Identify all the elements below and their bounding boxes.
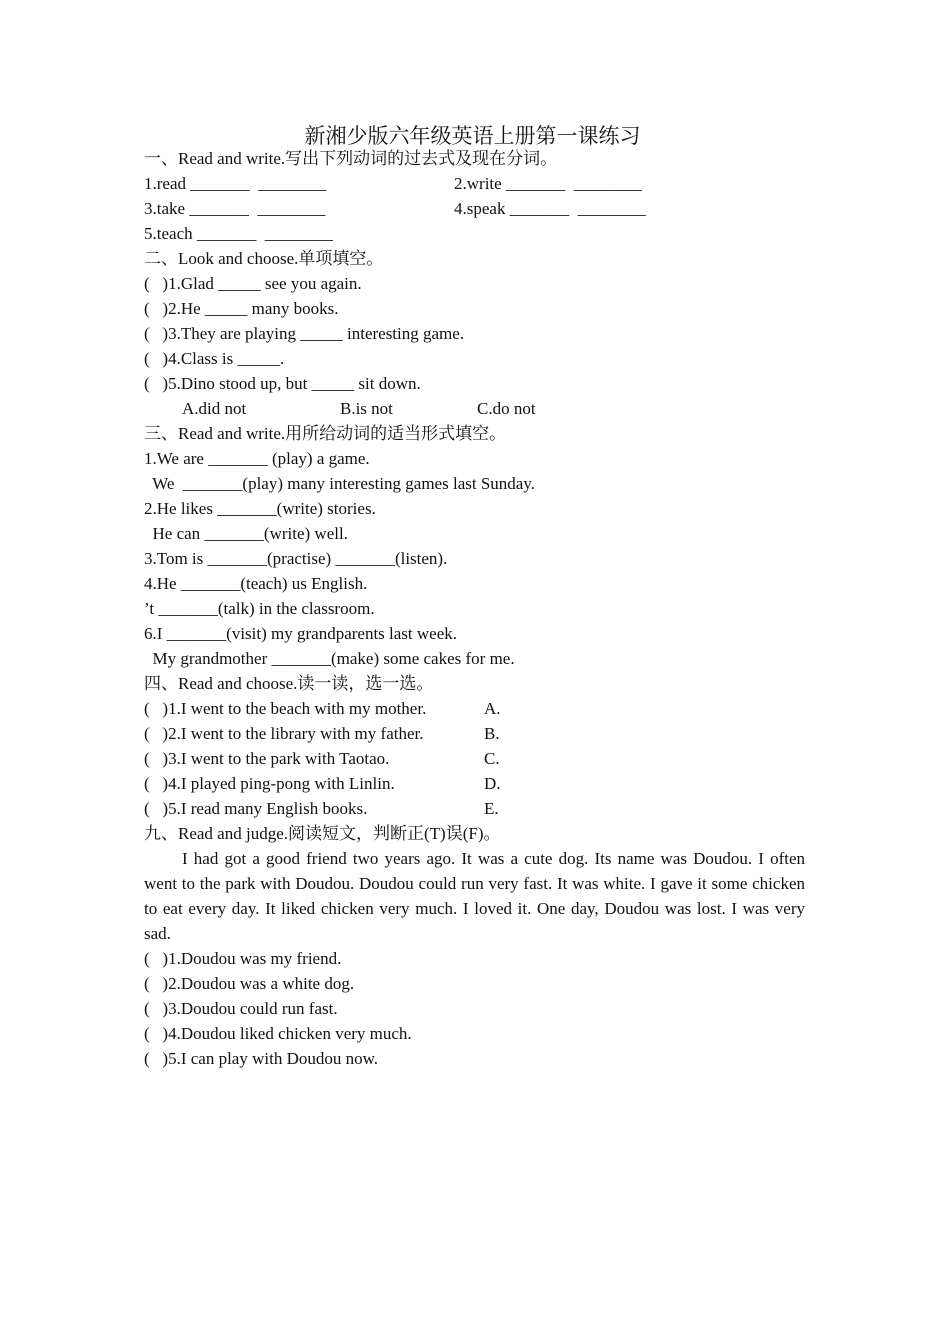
verb-item: 1.read _______ ________ — [144, 174, 327, 193]
choice-question: ( )4.Class is _____. — [144, 349, 285, 368]
match-row — [144, 746, 805, 771]
judge-item: ( )4.Doudou liked chicken very much. — [144, 1024, 412, 1043]
judge-item: ( )5.I can play with Doudou now. — [144, 1049, 379, 1068]
match-row — [144, 796, 805, 821]
verb-row — [144, 196, 805, 221]
section-3-heading: 三、Read and write.用所给动词的适当形式填空。 — [144, 424, 507, 443]
match-letter: E. — [484, 799, 499, 818]
choice-question: ( )1.Glad _____ see you again. — [144, 274, 362, 293]
verb-item: 5.teach _______ ________ — [144, 224, 333, 243]
section-5-heading: 九、Read and judge.阅读短文，判断正(T)误(F)。 — [144, 824, 501, 843]
section-2-heading: 二、Look and choose.单项填空。 — [144, 249, 384, 268]
fill-line: He can _______(write) well. — [144, 524, 348, 543]
fill-line: 1.We are _______ (play) a game. — [144, 449, 370, 468]
worksheet — [144, 120, 805, 1071]
match-row — [144, 771, 805, 796]
fill-line: We _______(play) many interesting games last Sunday. — [144, 474, 535, 493]
choice-question: ( )5.Dino stood up, but _____ sit down. — [144, 374, 421, 393]
choice-options — [144, 396, 805, 421]
match-sentence: ( )1.I went to the beach with my mother. — [144, 699, 427, 718]
fill-line: 3.Tom is _______(practise) _______(listen). — [144, 549, 448, 568]
fill-line: 2.He likes _______(write) stories. — [144, 499, 376, 518]
verb-item: 4.speak _______ ________ — [454, 199, 646, 218]
section-1-heading: 一、Read and write.写出下列动词的过去式及现在分词。 — [144, 149, 558, 168]
judge-item: ( )3.Doudou could run fast. — [144, 999, 338, 1018]
match-letter: D. — [484, 774, 501, 793]
verb-row — [144, 171, 805, 196]
fill-line: 6.I _______(visit) my grandparents last week. — [144, 624, 458, 643]
match-sentence: ( )5.I read many English books. — [144, 799, 368, 818]
verb-item: 3.take _______ ________ — [144, 199, 326, 218]
match-letter: A. — [484, 699, 501, 718]
option-a: A.did not — [182, 399, 247, 418]
match-sentence: ( )2.I went to the library with my father. — [144, 724, 424, 743]
fill-line: 4.He _______(teach) us English. — [144, 574, 368, 593]
option-c: C.do not — [477, 399, 536, 418]
match-sentence: ( )4.I played ping-pong with Linlin. — [144, 774, 395, 793]
fill-line: My grandmother _______(make) some cakes for me. — [144, 649, 515, 668]
match-sentence: ( )3.I went to the park with Taotao. — [144, 749, 390, 768]
match-letter: B. — [484, 724, 500, 743]
page-title: 新湘少版六年级英语上册第一课练习 — [304, 124, 641, 148]
judge-item: ( )2.Doudou was a white dog. — [144, 974, 355, 993]
option-b: B.is not — [340, 399, 393, 418]
section-4-heading: 四、Read and choose.读一读，选一选。 — [144, 674, 434, 693]
verb-item: 2.write _______ ________ — [454, 174, 642, 193]
match-row — [144, 696, 805, 721]
fill-line: ’t _______(talk) in the classroom. — [144, 599, 375, 618]
reading-passage: I had got a good friend two years ago. It was a cute dog. Its name was Doudou. I often went to the park with Doudou. Doudou could run very fast. It was white. I gave it some chicken to eat every day. It liked chicken very much. I loved it. One day, Doudou was lost. I was very sad. — [144, 849, 805, 943]
judge-item: ( )1.Doudou was my friend. — [144, 949, 342, 968]
choice-question: ( )3.They are playing _____ interesting game. — [144, 324, 465, 343]
choice-question: ( )2.He _____ many books. — [144, 299, 339, 318]
match-row — [144, 721, 805, 746]
match-letter: C. — [484, 749, 500, 768]
